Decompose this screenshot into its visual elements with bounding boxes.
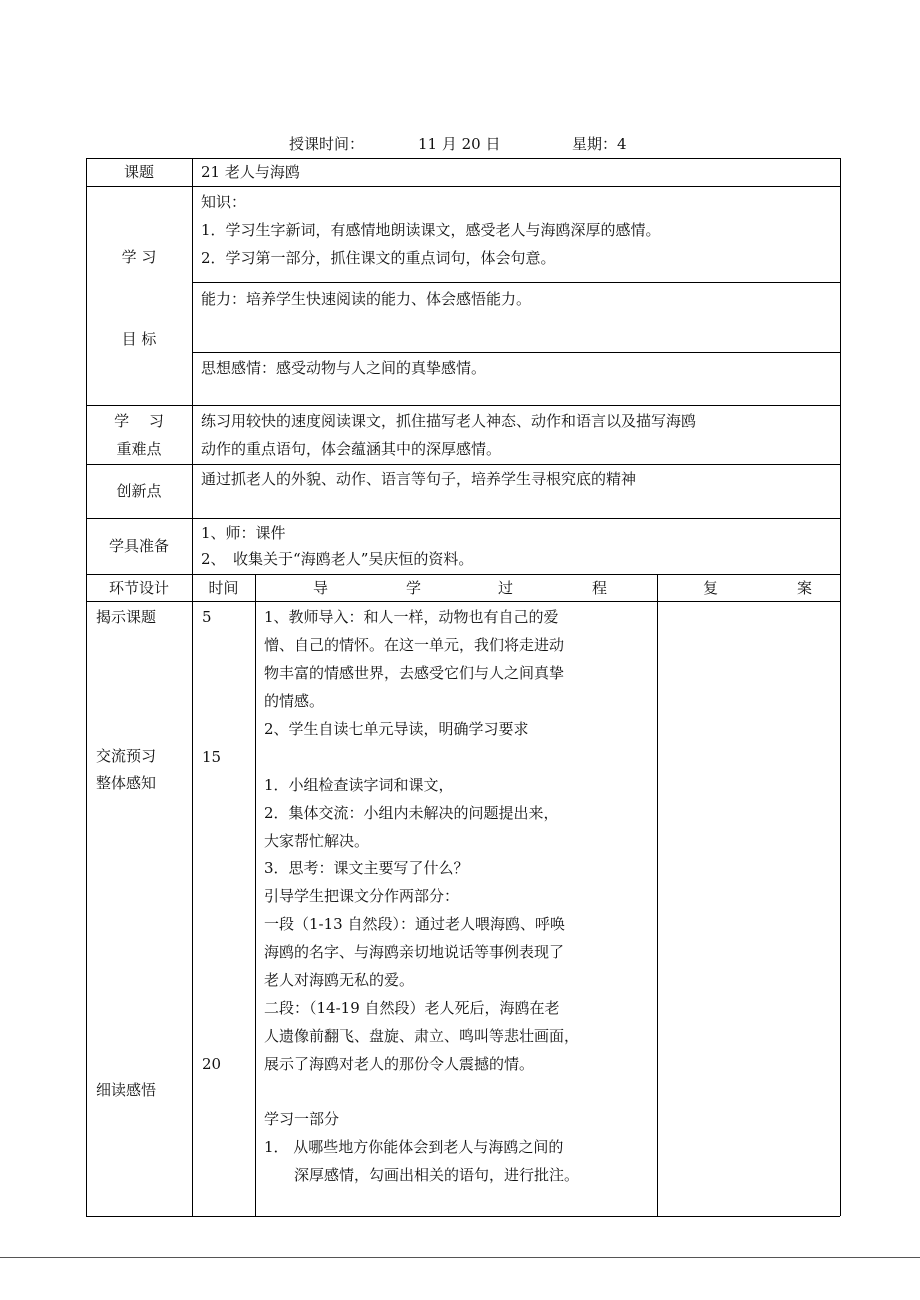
process-line: 人遗像前翻飞、盘旋、肃立、鸣叫等悲壮画面， xyxy=(264,1027,580,1045)
process-line: 1． 从哪些地方你能体会到老人与海鸥之间的 xyxy=(264,1138,564,1156)
process-line: 大家帮忙解决。 xyxy=(264,832,370,850)
process-line: 展示了海鸥对老人的那份令人震撼的情。 xyxy=(264,1055,535,1073)
process-line: 2、学生自读七单元导读，明确学习要求 xyxy=(264,720,529,738)
process-line: 的情感。 xyxy=(264,692,325,710)
process-line: 物丰富的情感世界，去感受它们与人之间真挚 xyxy=(264,664,565,682)
column-header-process: 过 xyxy=(498,579,514,597)
column-header-process: 程 xyxy=(592,579,608,597)
process-line: 二段：（14-19 自然段）老人死后，海鸥在老 xyxy=(264,999,560,1017)
process-line: 3．思考：课文主要写了什么？ xyxy=(264,859,469,877)
topic-label: 课题 xyxy=(123,163,154,181)
segment-label: 细读感悟 xyxy=(96,1081,157,1099)
goals-knowledge-line: 2．学习第一部分，抓住课文的重点词句，体会句意。 xyxy=(201,249,556,267)
column-header-review: 复 xyxy=(703,579,719,597)
column-header-time: 时间 xyxy=(208,579,239,597)
materials-line: 1、师：课件 xyxy=(201,524,286,542)
table-rule xyxy=(86,601,840,602)
table-rule xyxy=(840,158,841,1216)
process-line: 一段（1-13 自然段）：通过老人喂海鸥、呼唤 xyxy=(264,915,565,933)
segment-label: 交流预习 xyxy=(96,747,157,765)
table-rule xyxy=(192,158,193,1216)
time-value: 20 xyxy=(202,1055,222,1073)
column-header-segment: 环节设计 xyxy=(108,579,169,597)
segment-label: 整体感知 xyxy=(96,774,157,792)
table-rule xyxy=(192,352,840,353)
table-rule xyxy=(192,282,840,283)
table-rule xyxy=(86,518,840,519)
difficulty-label: 学 习 xyxy=(114,412,164,430)
table-rule xyxy=(86,158,840,159)
table-rule xyxy=(255,574,256,1216)
lesson-header xyxy=(0,133,920,155)
table-rule xyxy=(86,1216,840,1217)
materials-line: 2、 收集关于“海鸥老人”吴庆恒的资料。 xyxy=(201,550,474,568)
process-line: 2．集体交流：小组内未解决的问题提出来， xyxy=(264,804,559,822)
time-value: 15 xyxy=(202,748,222,766)
column-header-review: 案 xyxy=(797,579,813,597)
innovation-label: 创新点 xyxy=(116,482,162,500)
process-line: 深厚感情，勾画出相关的语句，进行批注。 xyxy=(294,1166,580,1184)
process-line: 学习一部分 xyxy=(264,1110,340,1128)
table-rule xyxy=(86,158,87,1216)
table-rule xyxy=(86,574,840,575)
lesson-weekday: 星期：4 xyxy=(572,135,627,153)
column-header-process: 学 xyxy=(406,579,422,597)
column-header-process: 导 xyxy=(313,579,329,597)
process-line: 引导学生把课文分作两部分： xyxy=(264,887,460,905)
difficulty-line: 动作的重点语句，体会蕴涵其中的深厚感情。 xyxy=(201,440,502,458)
lesson-date: 11 月 20 日 xyxy=(418,135,501,153)
goals-label: 目 标 xyxy=(121,330,157,348)
lesson-time-label: 授课时间： xyxy=(289,135,365,153)
process-line: 海鸥的名字、与海鸥亲切地说话等事例表现了 xyxy=(264,943,565,961)
innovation-value: 通过抓老人的外貌、动作、语言等句子，培养学生寻根究底的精神 xyxy=(201,470,637,488)
lesson-plan-table xyxy=(86,158,840,1216)
goals-emotion: 思想感情：感受动物与人之间的真挚感情。 xyxy=(201,359,487,377)
process-line: 憎、自己的情怀。在这一单元，我们将走进动 xyxy=(264,636,565,654)
goals-label: 学 习 xyxy=(121,248,157,266)
segment-label: 揭示课题 xyxy=(96,608,157,626)
materials-label: 学具准备 xyxy=(108,537,169,555)
table-rule xyxy=(86,186,840,187)
table-rule xyxy=(657,574,658,1216)
process-line: 1．小组检查读字词和课文， xyxy=(264,776,454,794)
page-bottom-rule xyxy=(0,1257,920,1258)
difficulty-label: 重难点 xyxy=(116,440,162,458)
topic-value: 21 老人与海鸥 xyxy=(201,163,300,181)
process-line: 老人对海鸥无私的爱。 xyxy=(264,971,415,989)
table-rule xyxy=(86,405,840,406)
process-line: 1、教师导入：和人一样，动物也有自己的爱 xyxy=(264,608,559,626)
time-value: 5 xyxy=(202,608,212,626)
goals-knowledge-line: 知识： xyxy=(201,193,247,211)
goals-knowledge-line: 1．学习生字新词，有感情地朗读课文，感受老人与海鸥深厚的感情。 xyxy=(201,221,661,239)
goals-ability: 能力：培养学生快速阅读的能力、体会感悟能力。 xyxy=(201,290,532,308)
table-rule xyxy=(86,464,840,465)
difficulty-line: 练习用较快的速度阅读课文，抓住描写老人神态、动作和语言以及描写海鸥 xyxy=(201,412,697,430)
